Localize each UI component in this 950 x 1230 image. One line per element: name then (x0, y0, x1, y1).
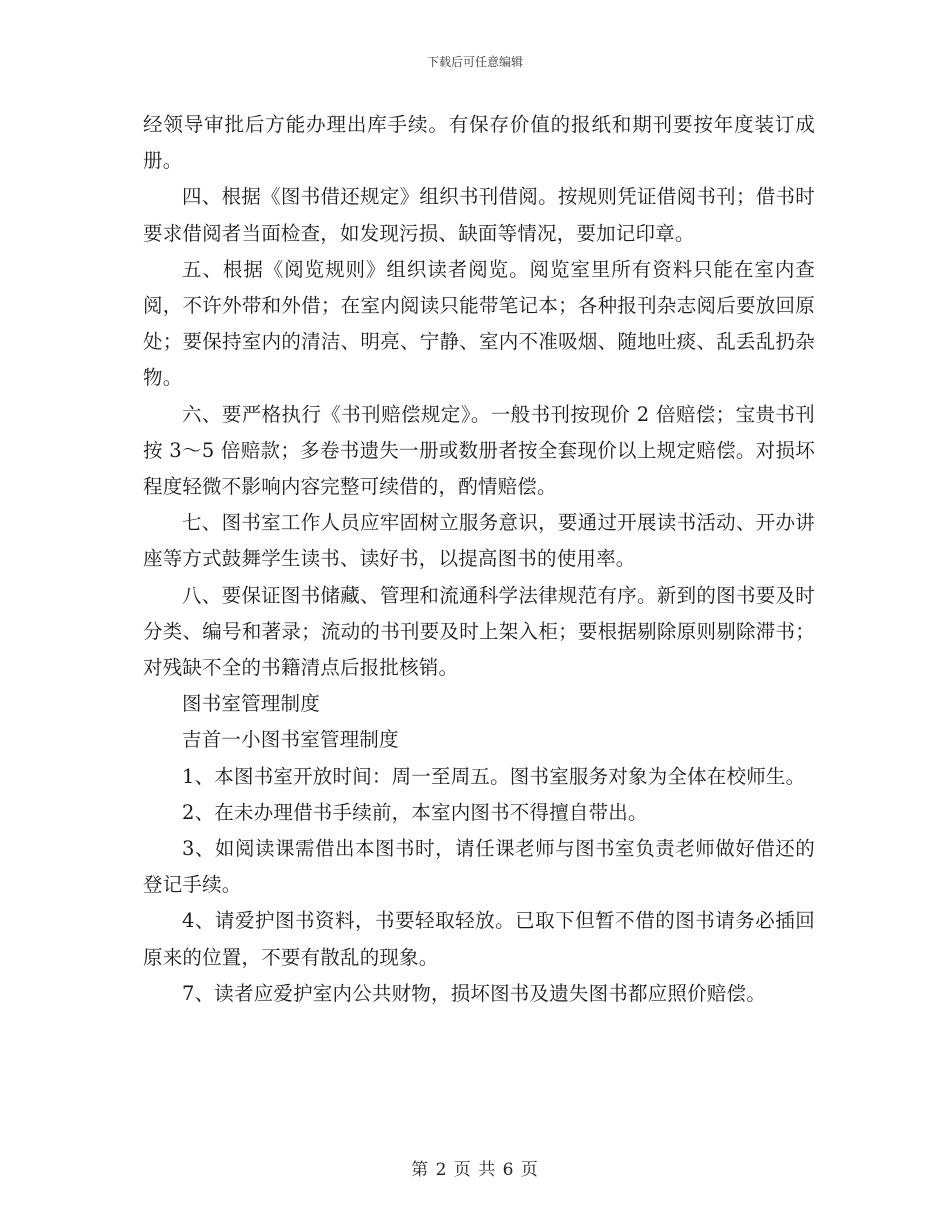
paragraph-rule-7: 七、图书室工作人员应牢固树立服务意识，要通过开展读书活动、开办讲座等方式鼓舞学生读书、读好书，以提高图书的使用率。 (143, 511, 815, 571)
paragraph-rule-8: 八、要保证图书储藏、管理和流通科学法律规范有序。新到的图书要及时分类、编号和著录；流动的书刊要及时上架入柜；要根据剔除原则剔除滞书；对残缺不全的书籍清点后报批核销。 (143, 583, 815, 680)
page-number: 第 2 页 共 6 页 (411, 1160, 539, 1180)
section-title: 图书室管理制度 (182, 692, 320, 716)
paragraph-continuation: 经领导审批后方能办理出库手续。有保存价值的报纸和期刊要按年度装订成册。 (143, 113, 815, 173)
download-edit-note: 下载后可任意编辑 (426, 55, 523, 69)
paragraph-rule-4: 四、根据《图书借还规定》组织书刊借阅。按规则凭证借阅书刊；借书时要求借阅者当面检查，如发现污损、缺面等情况，要加记印章。 (143, 185, 815, 245)
paragraph-rule-6: 六、要严格执行《书刊赔偿规定》。一般书刊按现价 2 倍赔偿；宝贵书刊按 3～5 倍赔款；多卷书遗失一册或数册者按全套现价以上规定赔偿。对损坏程度轻微不影响内容完整可续借的，酌情赔偿。 (143, 402, 815, 499)
body-text (143, 107, 815, 1012)
paragraph-item-1: 1、本图书室开放时间：周一至周五。图书室服务对象为全体在校师生。 (182, 764, 806, 788)
paragraph-item-2: 2、在未办理借书手续前，本室内图书不得擅自带出。 (182, 800, 648, 824)
section-subtitle: 吉首一小图书室管理制度 (182, 728, 399, 752)
paragraph-rule-5: 五、根据《阅览规则》组织读者阅览。阅览室里所有资料只能在室内查阅，不许外带和外借；在室内阅读只能带笔记本；各种报刊杂志阅后要放回原处；要保持室内的清洁、明亮、宁静、室内不准吸烟、随地吐痰、乱丢乱扔杂物。 (143, 257, 815, 390)
paragraph-item-7: 7、读者应爱护室内公共财物，损坏图书及遗失图书都应照价赔偿。 (182, 981, 766, 1005)
paragraph-item-3: 3、如阅读课需借出本图书时，请任课老师与图书室负责老师做好借还的登记手续。 (143, 837, 815, 897)
paragraph-item-4: 4、请爱护图书资料，书要轻取轻放。已取下但暂不借的图书请务必插回原来的位置，不要有散乱的现象。 (143, 909, 815, 969)
